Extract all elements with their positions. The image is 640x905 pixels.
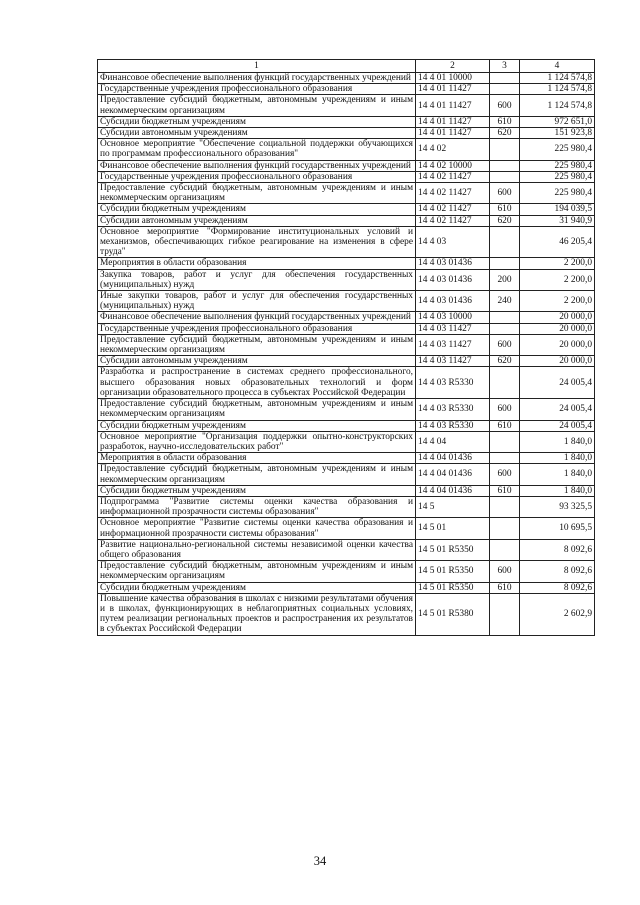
row-code-cell: 14 5 — [416, 496, 490, 517]
table-row — [98, 226, 595, 258]
row-name-cell: Подпрограмма "Развитие системы оценки качества образования и информационной прозрачности системы образования" — [98, 496, 416, 517]
column-number-1: 1 — [98, 60, 416, 73]
row-amount-cell: 225 980,4 — [520, 160, 595, 171]
row-code-cell: 14 4 03 — [416, 226, 490, 258]
row-expense-type-cell — [490, 593, 520, 635]
row-expense-type-cell — [490, 496, 520, 517]
row-amount-cell: 1 124 574,8 — [520, 84, 595, 95]
table-row — [98, 258, 595, 269]
row-expense-type-cell — [490, 84, 520, 95]
row-name-cell: Развитие национально-региональной системы независимой оценки качества общего образования — [98, 539, 416, 560]
table-row — [98, 312, 595, 323]
row-code-cell: 14 5 01 R5350 — [416, 561, 490, 582]
table-row — [98, 95, 595, 116]
row-expense-type-cell — [490, 171, 520, 182]
row-code-cell: 14 4 02 11427 — [416, 204, 490, 215]
row-amount-cell: 20 000,0 — [520, 323, 595, 334]
row-expense-type-cell — [490, 518, 520, 539]
row-expense-type-cell: 610 — [490, 420, 520, 431]
column-number-3: 3 — [490, 60, 520, 73]
row-expense-type-cell: 610 — [490, 116, 520, 127]
page-number: 34 — [313, 854, 327, 868]
row-expense-type-cell: 610 — [490, 485, 520, 496]
row-amount-cell: 1 124 574,8 — [520, 95, 595, 116]
row-amount-cell: 1 124 574,8 — [520, 73, 595, 84]
row-expense-type-cell: 620 — [490, 215, 520, 226]
row-code-cell: 14 4 04 — [416, 431, 490, 452]
row-code-cell: 14 4 03 11427 — [416, 334, 490, 355]
row-amount-cell: 10 695,5 — [520, 518, 595, 539]
row-expense-type-cell: 600 — [490, 334, 520, 355]
row-amount-cell: 20 000,0 — [520, 334, 595, 355]
row-code-cell: 14 4 04 01436 — [416, 485, 490, 496]
table-row — [98, 561, 595, 582]
row-name-cell: Субсидии автономным учреждениям — [98, 215, 416, 226]
table-body — [98, 73, 595, 636]
row-expense-type-cell: 600 — [490, 95, 520, 116]
row-expense-type-cell — [490, 431, 520, 452]
row-amount-cell: 93 325,5 — [520, 496, 595, 517]
row-amount-cell: 2 200,0 — [520, 258, 595, 269]
row-code-cell: 14 4 03 R5330 — [416, 399, 490, 420]
row-name-cell: Предоставление субсидий бюджетным, автономным учреждениям и иным некоммерческим организациям — [98, 464, 416, 485]
row-expense-type-cell: 600 — [490, 399, 520, 420]
row-expense-type-cell: 600 — [490, 183, 520, 204]
row-code-cell: 14 4 02 11427 — [416, 183, 490, 204]
row-amount-cell: 1 840,0 — [520, 464, 595, 485]
row-code-cell: 14 5 01 R5350 — [416, 539, 490, 560]
row-name-cell: Разработка и распространение в системах среднего профессионального, высшего образования новых образовательных технологий и форм организации образовательного процесса в субъектах Российской Федерации — [98, 367, 416, 399]
row-code-cell: 14 4 03 01436 — [416, 269, 490, 290]
row-code-cell: 14 4 03 R5330 — [416, 367, 490, 399]
table-row — [98, 496, 595, 517]
row-amount-cell: 194 039,5 — [520, 204, 595, 215]
row-expense-type-cell: 610 — [490, 582, 520, 593]
row-amount-cell: 225 980,4 — [520, 171, 595, 182]
row-name-cell: Повышение качества образования в школах с низкими результатами обучения и в школах, функционирующих в неблагоприятных социальных условиях, путем реализации региональных проектов и распространения их результатов в субъектах Российской Федерации — [98, 593, 416, 635]
row-expense-type-cell — [490, 258, 520, 269]
row-name-cell: Субсидии автономным учреждениям — [98, 128, 416, 139]
column-number-2: 2 — [416, 60, 490, 73]
table-row — [98, 593, 595, 635]
row-amount-cell: 31 940,9 — [520, 215, 595, 226]
row-expense-type-cell — [490, 539, 520, 560]
row-amount-cell: 2 602,9 — [520, 593, 595, 635]
row-expense-type-cell — [490, 73, 520, 84]
row-code-cell: 14 4 03 11427 — [416, 356, 490, 367]
row-code-cell: 14 5 01 R5350 — [416, 582, 490, 593]
row-expense-type-cell — [490, 312, 520, 323]
table-row — [98, 464, 595, 485]
row-name-cell: Субсидии бюджетным учреждениям — [98, 420, 416, 431]
row-amount-cell: 20 000,0 — [520, 356, 595, 367]
row-amount-cell: 24 005,4 — [520, 367, 595, 399]
row-name-cell: Основное мероприятие "Формирование институциональных условий и механизмов, обеспечивающих гибкое реагирование на изменения в сфере труда" — [98, 226, 416, 258]
row-expense-type-cell — [490, 367, 520, 399]
table-row — [98, 160, 595, 171]
table-row — [98, 485, 595, 496]
row-name-cell: Государственные учреждения профессионального образования — [98, 323, 416, 334]
row-expense-type-cell: 620 — [490, 128, 520, 139]
row-name-cell: Предоставление субсидий бюджетным, автономным учреждениям и иным некоммерческим организациям — [98, 561, 416, 582]
row-amount-cell: 2 200,0 — [520, 269, 595, 290]
row-code-cell: 14 4 03 01436 — [416, 291, 490, 312]
row-code-cell: 14 4 02 11427 — [416, 171, 490, 182]
table-row — [98, 128, 595, 139]
row-amount-cell: 225 980,4 — [520, 139, 595, 160]
table-row — [98, 539, 595, 560]
row-name-cell: Финансовое обеспечение выполнения функций государственных учреждений — [98, 73, 416, 84]
row-amount-cell: 1 840,0 — [520, 453, 595, 464]
row-amount-cell: 2 200,0 — [520, 291, 595, 312]
table-row — [98, 183, 595, 204]
row-amount-cell: 972 651,0 — [520, 116, 595, 127]
row-name-cell: Финансовое обеспечение выполнения функций государственных учреждений — [98, 160, 416, 171]
table-row — [98, 399, 595, 420]
row-code-cell: 14 4 04 01436 — [416, 453, 490, 464]
row-code-cell: 14 4 03 01436 — [416, 258, 490, 269]
row-amount-cell: 225 980,4 — [520, 183, 595, 204]
row-code-cell: 14 4 02 11427 — [416, 215, 490, 226]
row-amount-cell: 20 000,0 — [520, 312, 595, 323]
row-code-cell: 14 4 01 11427 — [416, 116, 490, 127]
row-name-cell: Основное мероприятие "Организация поддержки опытно-конструкторских разработок, научно-исследовательских работ" — [98, 431, 416, 452]
row-expense-type-cell — [490, 323, 520, 334]
column-number-4: 4 — [520, 60, 595, 73]
row-amount-cell: 1 840,0 — [520, 485, 595, 496]
row-code-cell: 14 4 04 01436 — [416, 464, 490, 485]
row-name-cell: Субсидии бюджетным учреждениям — [98, 204, 416, 215]
table-row — [98, 269, 595, 290]
table-row — [98, 139, 595, 160]
row-name-cell: Предоставление субсидий бюджетным, автономным учреждениям и иным некоммерческим организациям — [98, 399, 416, 420]
row-expense-type-cell: 610 — [490, 204, 520, 215]
row-name-cell: Основное мероприятие "Развитие системы оценки качества образования и информационной прозрачности системы образования" — [98, 518, 416, 539]
row-expense-type-cell — [490, 160, 520, 171]
row-code-cell: 14 4 02 10000 — [416, 160, 490, 171]
table-row — [98, 73, 595, 84]
budget-table-container — [97, 59, 594, 636]
row-name-cell: Субсидии бюджетным учреждениям — [98, 116, 416, 127]
row-expense-type-cell: 240 — [490, 291, 520, 312]
row-expense-type-cell — [490, 453, 520, 464]
row-code-cell: 14 4 01 11427 — [416, 95, 490, 116]
row-name-cell: Субсидии бюджетным учреждениям — [98, 485, 416, 496]
table-row — [98, 453, 595, 464]
row-expense-type-cell — [490, 139, 520, 160]
table-row — [98, 334, 595, 355]
table-row — [98, 323, 595, 334]
table-row — [98, 204, 595, 215]
row-code-cell: 14 4 03 10000 — [416, 312, 490, 323]
table-row — [98, 431, 595, 452]
table-row — [98, 84, 595, 95]
row-code-cell: 14 4 01 11427 — [416, 128, 490, 139]
table-row — [98, 171, 595, 182]
column-number-row — [98, 60, 595, 73]
table-row — [98, 356, 595, 367]
row-name-cell: Иные закупки товаров, работ и услуг для обеспечения государственных (муниципальных) нужд — [98, 291, 416, 312]
row-code-cell: 14 4 01 10000 — [416, 73, 490, 84]
row-name-cell: Предоставление субсидий бюджетным, автономным учреждениям и иным некоммерческим организациям — [98, 334, 416, 355]
table-row — [98, 116, 595, 127]
table-row — [98, 215, 595, 226]
row-code-cell: 14 4 02 — [416, 139, 490, 160]
table-row — [98, 518, 595, 539]
row-code-cell: 14 4 03 R5330 — [416, 420, 490, 431]
row-amount-cell: 8 092,6 — [520, 561, 595, 582]
row-expense-type-cell: 200 — [490, 269, 520, 290]
table-row — [98, 420, 595, 431]
row-amount-cell: 8 092,6 — [520, 539, 595, 560]
row-name-cell: Государственные учреждения профессионального образования — [98, 171, 416, 182]
row-amount-cell: 151 923,8 — [520, 128, 595, 139]
row-name-cell: Предоставление субсидий бюджетным, автономным учреждениям и иным некоммерческим организациям — [98, 95, 416, 116]
row-code-cell: 14 5 01 — [416, 518, 490, 539]
table-row — [98, 582, 595, 593]
row-code-cell: 14 4 01 11427 — [416, 84, 490, 95]
row-amount-cell: 46 205,4 — [520, 226, 595, 258]
row-name-cell: Субсидии бюджетным учреждениям — [98, 582, 416, 593]
row-amount-cell: 1 840,0 — [520, 431, 595, 452]
row-name-cell: Финансовое обеспечение выполнения функций государственных учреждений — [98, 312, 416, 323]
row-name-cell: Мероприятия в области образования — [98, 258, 416, 269]
row-amount-cell: 24 005,4 — [520, 399, 595, 420]
table-row — [98, 291, 595, 312]
row-name-cell: Субсидии автономным учреждениям — [98, 356, 416, 367]
row-expense-type-cell: 620 — [490, 356, 520, 367]
budget-table — [97, 59, 595, 636]
row-code-cell: 14 4 03 11427 — [416, 323, 490, 334]
row-expense-type-cell: 600 — [490, 464, 520, 485]
row-expense-type-cell: 600 — [490, 561, 520, 582]
row-code-cell: 14 5 01 R5380 — [416, 593, 490, 635]
row-name-cell: Мероприятия в области образования — [98, 453, 416, 464]
row-name-cell: Государственные учреждения профессионального образования — [98, 84, 416, 95]
row-expense-type-cell — [490, 226, 520, 258]
row-name-cell: Закупка товаров, работ и услуг для обеспечения государственных (муниципальных) нужд — [98, 269, 416, 290]
row-name-cell: Основное мероприятие "Обеспечение социальной поддержки обучающихся по программам профессионального образования" — [98, 139, 416, 160]
row-name-cell: Предоставление субсидий бюджетным, автономным учреждениям и иным некоммерческим организациям — [98, 183, 416, 204]
row-amount-cell: 8 092,6 — [520, 582, 595, 593]
table-row — [98, 367, 595, 399]
row-amount-cell: 24 005,4 — [520, 420, 595, 431]
